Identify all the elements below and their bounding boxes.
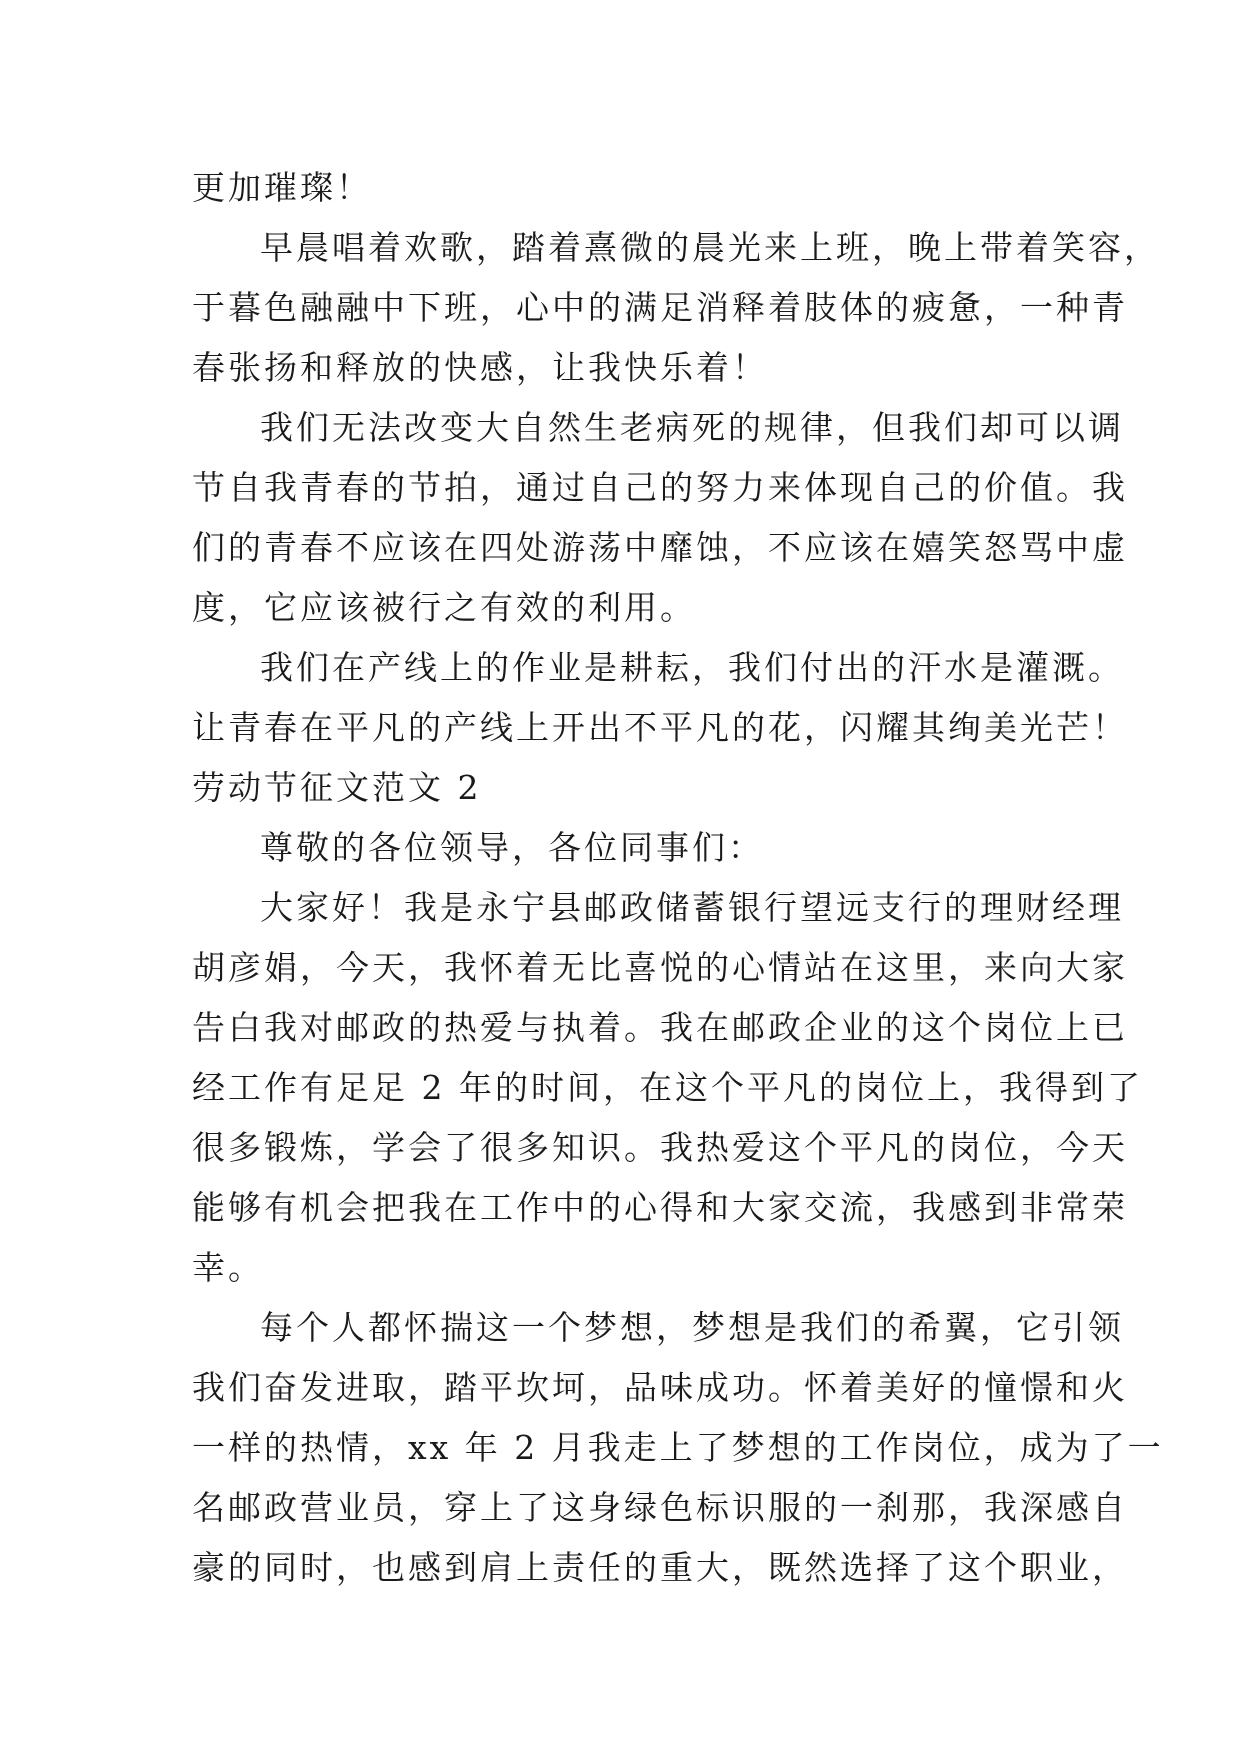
text-line: 大家好！我是永宁县邮政储蓄银行望远支行的理财经理 xyxy=(260,888,1124,927)
section-heading: 劳动节征文范文 2 xyxy=(192,768,482,807)
body-text xyxy=(192,158,1164,1598)
text-line: 名邮政营业员，穿上了这身绿色标识服的一刹那，我深感自 xyxy=(192,1488,1128,1527)
salutation: 尊敬的各位领导，各位同事们： xyxy=(260,828,764,867)
text-line: 豪的同时，也感到肩上责任的重大，既然选择了这个职业， xyxy=(192,1548,1128,1587)
text-line: 我们在产线上的作业是耕耘，我们付出的汗水是灌溉。 xyxy=(260,648,1124,687)
text-line: 每个人都怀揣这一个梦想，梦想是我们的希翼，它引领 xyxy=(260,1308,1124,1347)
text-line: 们的青春不应该在四处游荡中靡蚀，不应该在嬉笑怒骂中虚 xyxy=(192,528,1128,567)
text-line: 我们无法改变大自然生老病死的规律，但我们却可以调 xyxy=(260,408,1124,447)
text-line: 度，它应该被行之有效的利用。 xyxy=(192,588,696,627)
text-line: 一样的热情，xx 年 2 月我走上了梦想的工作岗位，成为了一 xyxy=(192,1428,1164,1467)
text-line: 春张扬和释放的快感，让我快乐着！ xyxy=(192,348,768,387)
text-line: 更加璀璨！ xyxy=(192,168,372,207)
text-line: 早晨唱着欢歌，踏着熹微的晨光来上班，晚上带着笑容， xyxy=(260,228,1160,267)
text-line: 胡彦娟，今天，我怀着无比喜悦的心情站在这里，来向大家 xyxy=(192,948,1128,987)
text-line: 能够有机会把我在工作中的心得和大家交流，我感到非常荣 xyxy=(192,1188,1128,1227)
text-line: 我们奋发进取，踏平坎坷，品味成功。怀着美好的憧憬和火 xyxy=(192,1368,1128,1407)
text-line: 让青春在平凡的产线上开出不平凡的花，闪耀其绚美光芒！ xyxy=(192,708,1128,747)
text-line: 于暮色融融中下班，心中的满足消释着肢体的疲惫，一种青 xyxy=(192,288,1128,327)
text-line: 节自我青春的节拍，通过自己的努力来体现自己的价值。我 xyxy=(192,468,1128,507)
text-line: 很多锻炼，学会了很多知识。我热爱这个平凡的岗位，今天 xyxy=(192,1128,1128,1167)
text-line: 告白我对邮政的热爱与执着。我在邮政企业的这个岗位上已 xyxy=(192,1008,1128,1047)
text-line: 经工作有足足 2 年的时间，在这个平凡的岗位上，我得到了 xyxy=(192,1068,1143,1107)
text-line: 幸。 xyxy=(192,1248,264,1287)
